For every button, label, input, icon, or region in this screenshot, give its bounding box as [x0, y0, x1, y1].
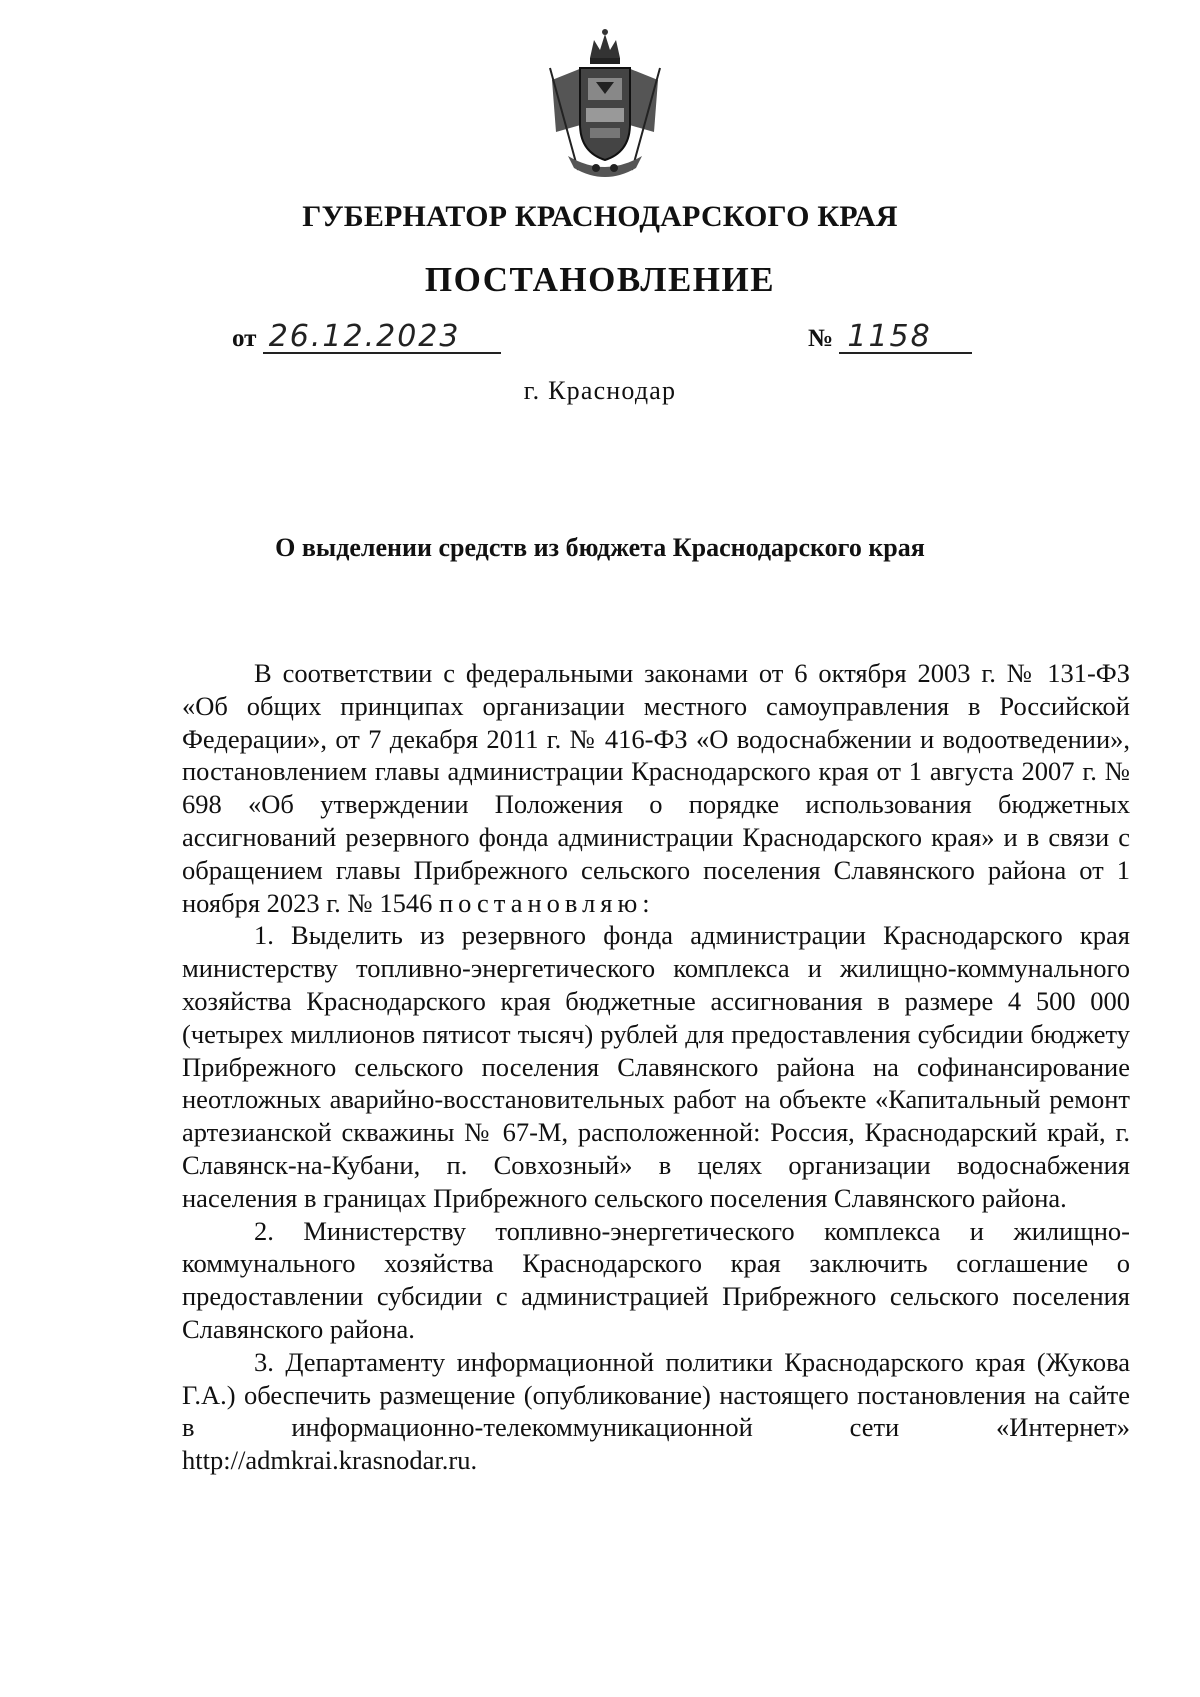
number-prefix: №	[808, 325, 834, 352]
handwritten-date: 26.12.2023	[263, 322, 501, 354]
document-date	[232, 319, 501, 354]
list-item: 2. Министерству топливно-энергетического комплекса и жилищно-коммунального хозяйства Краснодарского края заключить соглашение о предоставлении субсидии с администрацией Прибрежного сельского поселения Славянского района.	[182, 1215, 1130, 1344]
list-item: 3. Департаменту информационной политики Краснодарского края (Жукова Г.А.) обеспечить размещение (опубликование) настоящего постановления на сайте в информационно-телекоммуникационной сети «Интернет» http://admkrai.krasnodar.ru.	[182, 1346, 1130, 1476]
handwritten-number: 1158	[839, 322, 971, 354]
preamble-paragraph	[182, 657, 1130, 919]
issuing-city: г. Краснодар	[523, 376, 677, 405]
document-type: ПОСТАНОВЛЕНИЕ	[424, 260, 776, 299]
preamble-text: В соответствии с федеральными законами от 6 октября 2003 г. № 131-ФЗ «Об общих принципах организации местного самоуправления в Российской Федерации», от 7 декабря 2011 г. № 416-ФЗ «О водоснабжении и водоотведении», постановлением главы администрации Краснодарского края от 1 августа 2007 г. № 698 «Об утверждении Положения о порядке использования бюджетных ассигнований резервного фонда администрации Краснодарского края» и в связи с обращением главы Прибрежного сельского поселения Славянского района от 1 ноября 2023 г. № 1546	[182, 658, 1130, 918]
coat-of-arms-icon	[538, 28, 672, 180]
issuing-authority: ГУБЕРНАТОР КРАСНОДАРСКОГО КРАЯ	[302, 200, 898, 233]
document-body	[182, 657, 1130, 1477]
list-item: 1. Выделить из резервного фонда администрации Краснодарского края министерству топливно-энергетического комплекса и жилищно-коммунального хозяйства Краснодарского края бюджетные ассигнования в размере 4 500 000 (четырех миллионов пятисот тысяч) рублей для предоставления субсидии бюджету Прибрежного сельского поселения Славянского района на софинансирование неотложных аварийно-восстановительных работ на объекте «Капитальный ремонт артезианской скважины № 67-М, расположенной: Россия, Краснодарский край, г. Славянск-на-Кубани, п. Совхозный» в целях организации водоснабжения населения в границах Прибрежного сельского поселения Славянского района.	[182, 920, 1130, 1213]
resolve-word: постановляю:	[438, 887, 655, 918]
document-number	[808, 319, 972, 354]
document-subject: О выделении средств из бюджета Краснодарского края	[275, 533, 925, 562]
date-prefix: от	[232, 325, 257, 352]
